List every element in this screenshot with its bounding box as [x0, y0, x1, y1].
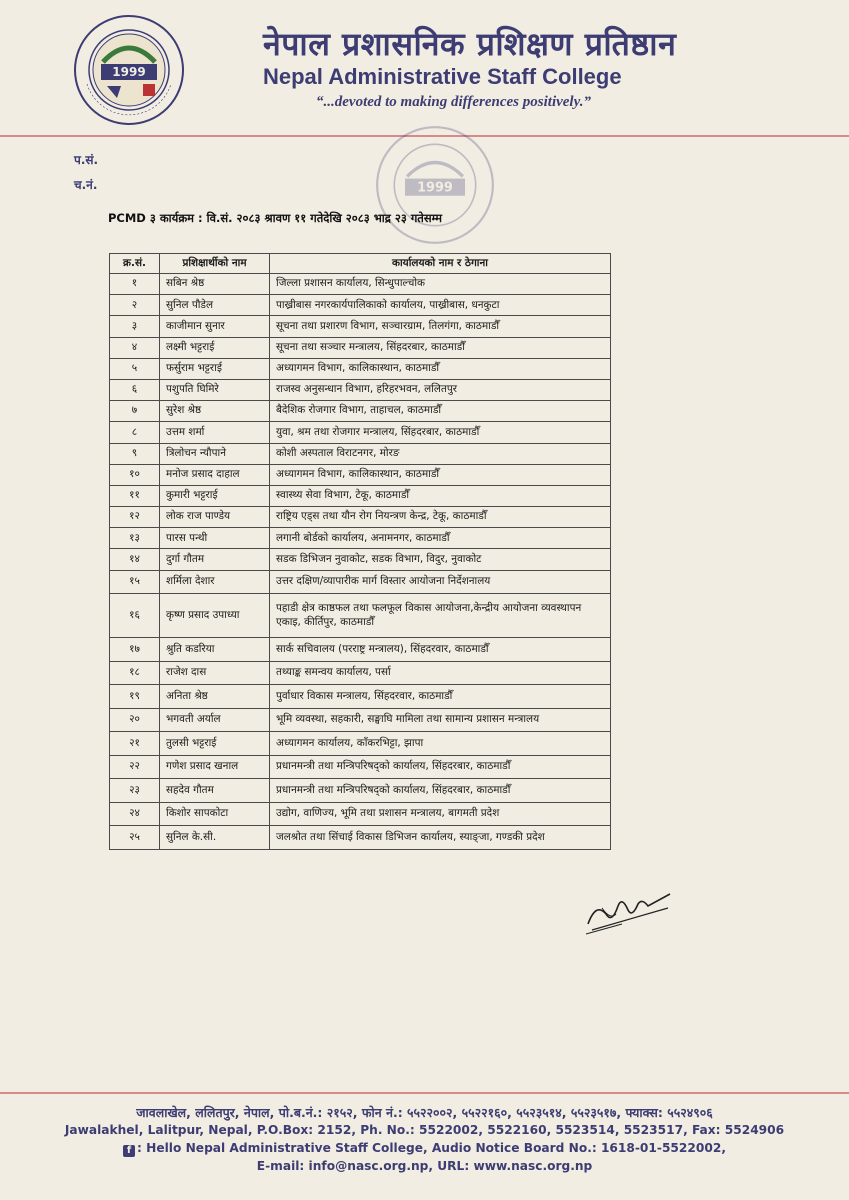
table-row	[110, 661, 611, 685]
table-row	[110, 528, 611, 549]
cell-sn: २४	[110, 802, 160, 826]
cell-office: सार्क सचिवालय (परराष्ट्र मन्त्रालय), सिंहदरवार, काठमाडौँ	[270, 638, 611, 662]
cell-office: अध्यागमन विभाग, कालिकास्थान, काठमाडौँ	[270, 358, 611, 379]
cell-sn: २०	[110, 708, 160, 732]
cell-name: भगवती अर्याल	[160, 708, 270, 732]
signature	[582, 884, 674, 938]
footer-contact-line: E-mail: info@nasc.org.np, URL: www.nasc.org.np	[256, 1159, 593, 1173]
cell-name: कृष्ण प्रसाद उपाध्या	[160, 594, 270, 638]
cell-name: उत्तम शर्मा	[160, 422, 270, 443]
table-header-row	[110, 254, 611, 274]
cell-office: सूचना तथा प्रशारण विभाग, सञ्चारग्राम, तिलगंगा, काठमाडौँ	[270, 316, 611, 337]
cell-office: लगानी बोर्डको कार्यालय, अनामनगर, काठमाडौँ	[270, 528, 611, 549]
cell-office: बैदेशिक रोजगार विभाग, ताहाचल, काठमाडौँ	[270, 401, 611, 422]
cell-office: युवा, श्रम तथा रोजगार मन्त्रालय, सिंहदरबार, काठमाडौँ	[270, 422, 611, 443]
table-row	[110, 594, 611, 638]
cell-office: पहाडी क्षेत्र काष्ठफल तथा फलफूल विकास आयोजना,केन्द्रीय आयोजना व्यवस्थापन एकाइ, कीर्तिपुर, काठमाडौँ	[270, 594, 611, 638]
reference-chn: च.नं.	[74, 178, 98, 192]
cell-office: उद्योग, वाणिज्य, भूमि तथा प्रशासन मन्त्रालय, बागमती प्रदेश	[270, 802, 611, 826]
table-row	[110, 826, 611, 850]
table-row	[110, 732, 611, 756]
table-row	[110, 295, 611, 316]
footer-address-np: जावलाखेल, ललितपुर, नेपाल, पो.ब.नं.: २१५२, फोन नं.: ५५२२००२, ५५२२१६०, ५५२३५१४, ५५२३५१७, फ्याक्स: ५५२४९०६	[136, 1105, 713, 1120]
cell-name: लक्ष्मी भट्टराई	[160, 337, 270, 358]
cell-office: पाख्रीबास नगरकार्यपालिकाको कार्यालय, पाख्रीबास, धनकुटा	[270, 295, 611, 316]
table-row	[110, 485, 611, 506]
cell-name: सुनिल पौडेल	[160, 295, 270, 316]
cell-sn: १०	[110, 464, 160, 485]
cell-sn: १८	[110, 661, 160, 685]
cell-name: मनोज प्रसाद दाहाल	[160, 464, 270, 485]
table-row	[110, 802, 611, 826]
svg-text:1999: 1999	[417, 180, 453, 196]
table-row	[110, 316, 611, 337]
table-row	[110, 779, 611, 803]
cell-name: पारस पन्थी	[160, 528, 270, 549]
cell-office: भूमि व्यवस्था, सहकारी, सङ्घाघि मामिला तथा सामान्य प्रशासन मन्त्रालय	[270, 708, 611, 732]
table-row	[110, 708, 611, 732]
cell-office: पुर्वाधार विकास मन्त्रालय, सिंहदरवार, काठमाडौँ	[270, 685, 611, 709]
cell-office: स्वास्थ्य सेवा विभाग, टेकू, काठमाडौँ	[270, 485, 611, 506]
org-name-english: Nepal Administrative Staff College	[263, 64, 622, 89]
cell-office: सूचना तथा सञ्चार मन्त्रालय, सिंहदरबार, काठमाडौँ	[270, 337, 611, 358]
table-row	[110, 570, 611, 594]
table-row	[110, 422, 611, 443]
cell-name: किशोर सापकोटा	[160, 802, 270, 826]
cell-name: श्रुति कडरिया	[160, 638, 270, 662]
col-header-name: प्रशिक्षार्थीको नाम	[160, 254, 270, 274]
cell-office: राष्ट्रिय एड्स तथा यौन रोग नियन्त्रण केन्द्र, टेकू, काठमाडौँ	[270, 507, 611, 528]
table-row	[110, 274, 611, 295]
cell-name: त्रिलोचन न्यौपाने	[160, 443, 270, 464]
cell-office: सडक डिभिजन नुवाकोट, सडक विभाग, विदुर, नुवाकोट	[270, 549, 611, 570]
cell-sn: ४	[110, 337, 160, 358]
cell-sn: १९	[110, 685, 160, 709]
table-row	[110, 443, 611, 464]
footer-address-en: Jawalakhel, Lalitpur, Nepal, P.O.Box: 2152, Ph. No.: 5522002, 5522160, 5523514, 5523517, Fax: 5524906	[64, 1123, 785, 1137]
cell-sn: १७	[110, 638, 160, 662]
org-name-nepali: नेपाल प्रशासनिक प्रशिक्षण प्रतिष्ठान	[263, 25, 677, 63]
cell-office: राजस्व अनुसन्धान विभाग, हरिहरभवन, ललितपुर	[270, 379, 611, 400]
footer-social-text: : Hello Nepal Administrative Staff College, Audio Notice Board No.: 1618-01-5522002,	[137, 1141, 726, 1155]
table-row	[110, 507, 611, 528]
cell-sn: २	[110, 295, 160, 316]
col-header-office: कार्यालयको नाम र ठेगाना	[270, 254, 611, 274]
footer-rule	[0, 1092, 849, 1094]
cell-sn: २१	[110, 732, 160, 756]
cell-office: कोशी अस्पताल विराटनगर, मोरङ	[270, 443, 611, 464]
table-row	[110, 379, 611, 400]
reference-ps: प.सं.	[74, 153, 99, 167]
cell-office: प्रधानमन्त्री तथा मन्त्रिपरिषद्को कार्यालय, सिंहदरबार, काठमाडौँ	[270, 779, 611, 803]
cell-sn: ३	[110, 316, 160, 337]
cell-name: पशुपति घिमिरे	[160, 379, 270, 400]
cell-sn: ७	[110, 401, 160, 422]
cell-sn: १५	[110, 570, 160, 594]
participant-table	[109, 253, 611, 850]
table-row	[110, 638, 611, 662]
facebook-icon: f	[123, 1145, 135, 1157]
cell-office: तथ्याङ्क समन्वय कार्यालय, पर्सा	[270, 661, 611, 685]
cell-name: गणेश प्रसाद खनाल	[160, 755, 270, 779]
program-heading: PCMD ३ कार्यक्रम : वि.सं. २०८३ श्रावण ११ गतेदेखि २०८३ भाद्र २३ गतेसम्म	[108, 211, 442, 225]
cell-sn: १	[110, 274, 160, 295]
cell-sn: ६	[110, 379, 160, 400]
cell-office: अध्यागमन कार्यालय, काँकरभिट्टा, झापा	[270, 732, 611, 756]
cell-sn: १२	[110, 507, 160, 528]
cell-name: शर्मिला देशार	[160, 570, 270, 594]
table-row	[110, 549, 611, 570]
nasc-seal-icon	[73, 14, 185, 126]
cell-sn: ११	[110, 485, 160, 506]
cell-sn: १३	[110, 528, 160, 549]
cell-sn: २३	[110, 779, 160, 803]
table-row	[110, 685, 611, 709]
cell-office: अध्यागमन विभाग, कालिकास्थान, काठमाडौँ	[270, 464, 611, 485]
cell-name: सबिन श्रेष्ठ	[160, 274, 270, 295]
cell-office: जिल्ला प्रशासन कार्यालय, सिन्धुपाल्चोक	[270, 274, 611, 295]
cell-name: अनिता श्रेष्ठ	[160, 685, 270, 709]
footer-social-line	[0, 1141, 849, 1157]
table-row	[110, 358, 611, 379]
cell-name: तुलसी भट्टराई	[160, 732, 270, 756]
cell-name: सुरेश श्रेष्ठ	[160, 401, 270, 422]
cell-office: उत्तर दक्षिण/व्यापारीक मार्ग विस्तार आयोजना निर्देशनालय	[270, 570, 611, 594]
table-row	[110, 755, 611, 779]
table-row	[110, 464, 611, 485]
cell-name: कुमारी भट्टराई	[160, 485, 270, 506]
svg-text:1999: 1999	[112, 65, 146, 79]
cell-name: दुर्गा गौतम	[160, 549, 270, 570]
cell-sn: ८	[110, 422, 160, 443]
cell-sn: २२	[110, 755, 160, 779]
cell-name: काजीमान सुनार	[160, 316, 270, 337]
cell-office: प्रधानमन्त्री तथा मन्त्रिपरिषद्को कार्यालय, सिंहदरबार, काठमाडौँ	[270, 755, 611, 779]
cell-name: सहदेव गौतम	[160, 779, 270, 803]
table-row	[110, 401, 611, 422]
cell-sn: ९	[110, 443, 160, 464]
col-header-sn: क्र.सं.	[110, 254, 160, 274]
cell-sn: १६	[110, 594, 160, 638]
cell-name: लोक राज पाण्डेय	[160, 507, 270, 528]
cell-sn: २५	[110, 826, 160, 850]
cell-name: फर्सुराम भट्टराई	[160, 358, 270, 379]
cell-sn: ५	[110, 358, 160, 379]
tagline: “...devoted to making differences positively.”	[316, 94, 591, 110]
cell-name: सुनिल के.सी.	[160, 826, 270, 850]
cell-sn: १४	[110, 549, 160, 570]
cell-name: राजेश दास	[160, 661, 270, 685]
table-row	[110, 337, 611, 358]
cell-office: जलश्रोत तथा सिंचाई विकास डिभिजन कार्यालय, स्याङ्जा, गण्डकी प्रदेश	[270, 826, 611, 850]
watermark-seal-icon	[375, 125, 495, 245]
